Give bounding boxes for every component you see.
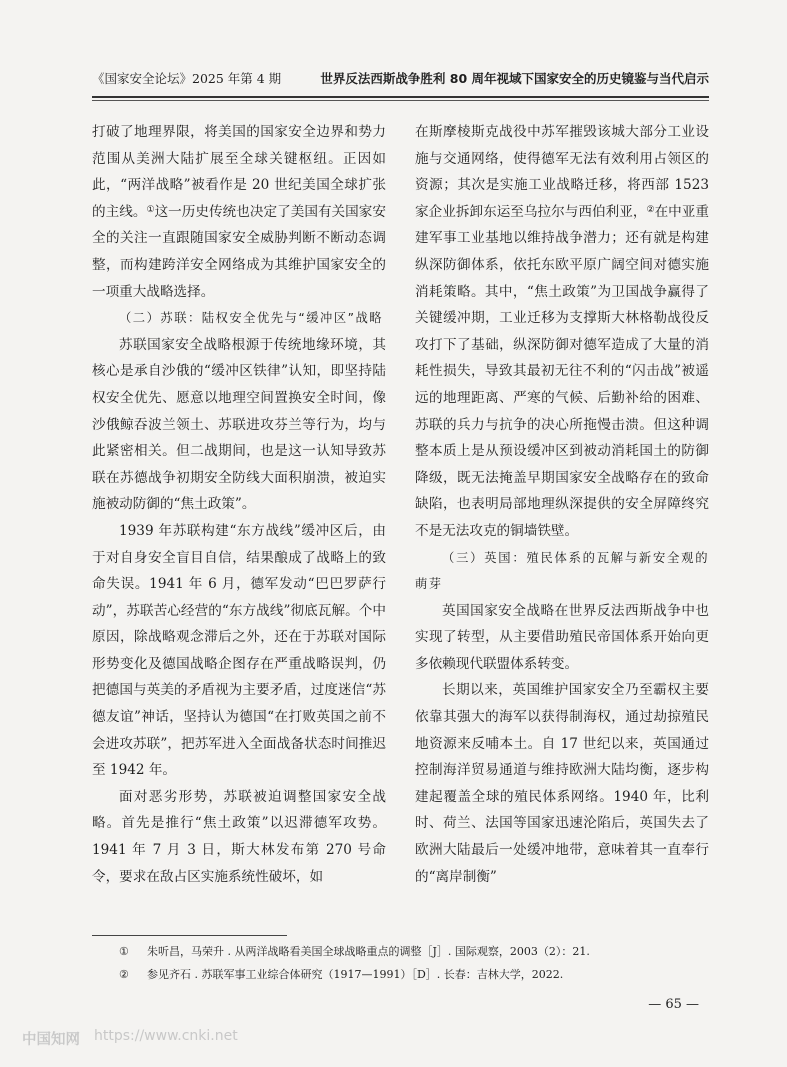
footnote: [119, 963, 709, 986]
paragraph: 苏联国家安全战略根源于传统地缘环境，其核心是承自沙俄的“缓冲区铁律”认知，即坚持陆权安全优先、愿意以地理空间置换安全时间，像沙俄鲸吞波兰领土、苏联进攻芬兰等行为，均与此紧密相关。但二战期间，也是这一认知导致苏联在苏德战争初期安全防线大面积崩溃，被迫实施被动防御的“焦土政策”。: [92, 336, 386, 513]
paragraph: 英国国家安全战略在世界反法西斯战争中也实现了转型，从主要借助殖民帝国体系开始向更多依赖现代联盟体系转变。: [415, 602, 709, 672]
page-number: — 65 —: [648, 997, 699, 1012]
footnote: [119, 940, 709, 963]
watermark-brand: 中国知网: [22, 1032, 80, 1048]
footnote-ref[interactable]: ①: [146, 204, 155, 215]
footnote-text: 参见齐石 . 苏联军事工业综合体研究（1917—1991）［D］. 长春：吉林大学，2022.: [147, 968, 564, 981]
paragraph: 面对恶劣形势，苏联被迫调整国家安全战略。首先是推行“焦土政策”以迟滞德军攻势。1941 年 7 月 3 日，斯大林发布第 270 号命令，要求在敌占区实施系统性破坏，如: [92, 788, 386, 885]
watermark-url: https://www.cnki.net: [94, 1028, 238, 1044]
watermark: [22, 1028, 238, 1049]
header-rule-thin: [92, 100, 709, 101]
right-column: [415, 119, 709, 890]
footnote-text: 朱听昌，马荣升 . 从两洋战略看美国全球战略重点的调整［J］. 国际观察，2003（2）：21.: [147, 945, 590, 958]
header-rule-thick: [92, 96, 709, 98]
paragraph: 1939 年苏联构建“东方战线”缓冲区后，由于对自身安全盲目自信，结果酿成了战略上的致命失误。1941 年 6 月，德军发动“巴巴罗萨行动”，苏联苦心经营的“东方战线”彻底瓦解。个中原因，除战略观念滞后之外，还在于苏联对国际形势变化及德国战略企图存在严重战略误判，仍把德国与英美的矛盾视为主要矛盾，过度迷信“苏德友谊”神话，坚持认为德国“在打败英国之前不会进攻苏联”，把苏军进入全面战备状态时间推迟至 1942 年。: [92, 522, 386, 779]
section-subheading: （二）苏联：陆权安全优先与“缓冲区”战略: [119, 311, 384, 326]
paragraph: 在斯摩棱斯克战役中苏军摧毁该城大部分工业设施与交通网络，使得德军无法有效利用占领区的资源；其次是实施工业战略迁移，将西部 1523 家企业拆卸东运至乌拉尔与西伯利亚，②在中亚重建军事工业基地以维持战争潜力；还有就是构建纵深防御体系，依托东欧平原广阔空间对德实施消耗策略。其中，“焦土政策”为卫国战争赢得了关键缓冲期，工业迁移为支撑斯大林格勒战役反攻打下了基础，纵深防御对德军造成了大量的消耗性损失，导致其最初无往不利的“闪击战”被遥远的地理距离、严寒的气候、后勤补给的困难、苏联的兵力与抗争的决心所拖慢击溃。但这种调整本质上是从预设缓冲区到被动消耗国土的防御降级，既无法掩盖早期国家安全战略存在的致命缺陷，也表明局部地理纵深提供的安全屏障终究不是无法攻克的铜墙铁壁。: [415, 124, 710, 539]
footnote-number: ②: [119, 968, 129, 981]
running-header: [92, 70, 709, 88]
section-subheading: （三）英国：殖民体系的瓦解与新安全观的萌芽: [415, 550, 709, 592]
paragraph: 打破了地理界限，将美国的国家安全边界和势力范围从美洲大陆扩展至全球关键枢纽。正因如此，“两洋战略”被看作是 20 世纪美国全球扩张的主线。①这一历史传统也决定了美国有关国家安全的关注一直跟随国家安全威胁判断不断动态调整，而构建跨洋安全网络成为其维护国家安全的一项重大战略选择。: [92, 124, 387, 300]
footnote-number: ①: [119, 945, 129, 958]
journal-issue: 《国家安全论坛》2025 年第 4 期: [92, 71, 282, 86]
footnote-ref[interactable]: ②: [646, 204, 655, 215]
footnotes: [119, 940, 709, 986]
footnote-rule: [92, 935, 287, 936]
article-title: 世界反法西斯战争胜利 80 周年视域下国家安全的历史镜鉴与当代启示: [320, 71, 709, 86]
paragraph: 长期以来，英国维护国家安全乃至霸权主要依靠其强大的海军以获得制海权，通过劫掠殖民地资源来反哺本土。自 17 世纪以来，英国通过控制海洋贸易通道与维持欧洲大陆均衡，逐步构建起覆盖全球的殖民体系网络。1940 年，比利时、荷兰、法国等国家迅速沦陷后，英国失去了欧洲大陆最后一处缓冲地带，意味着其一直奉行的“离岸制衡”: [415, 682, 709, 885]
left-column: [92, 119, 386, 890]
